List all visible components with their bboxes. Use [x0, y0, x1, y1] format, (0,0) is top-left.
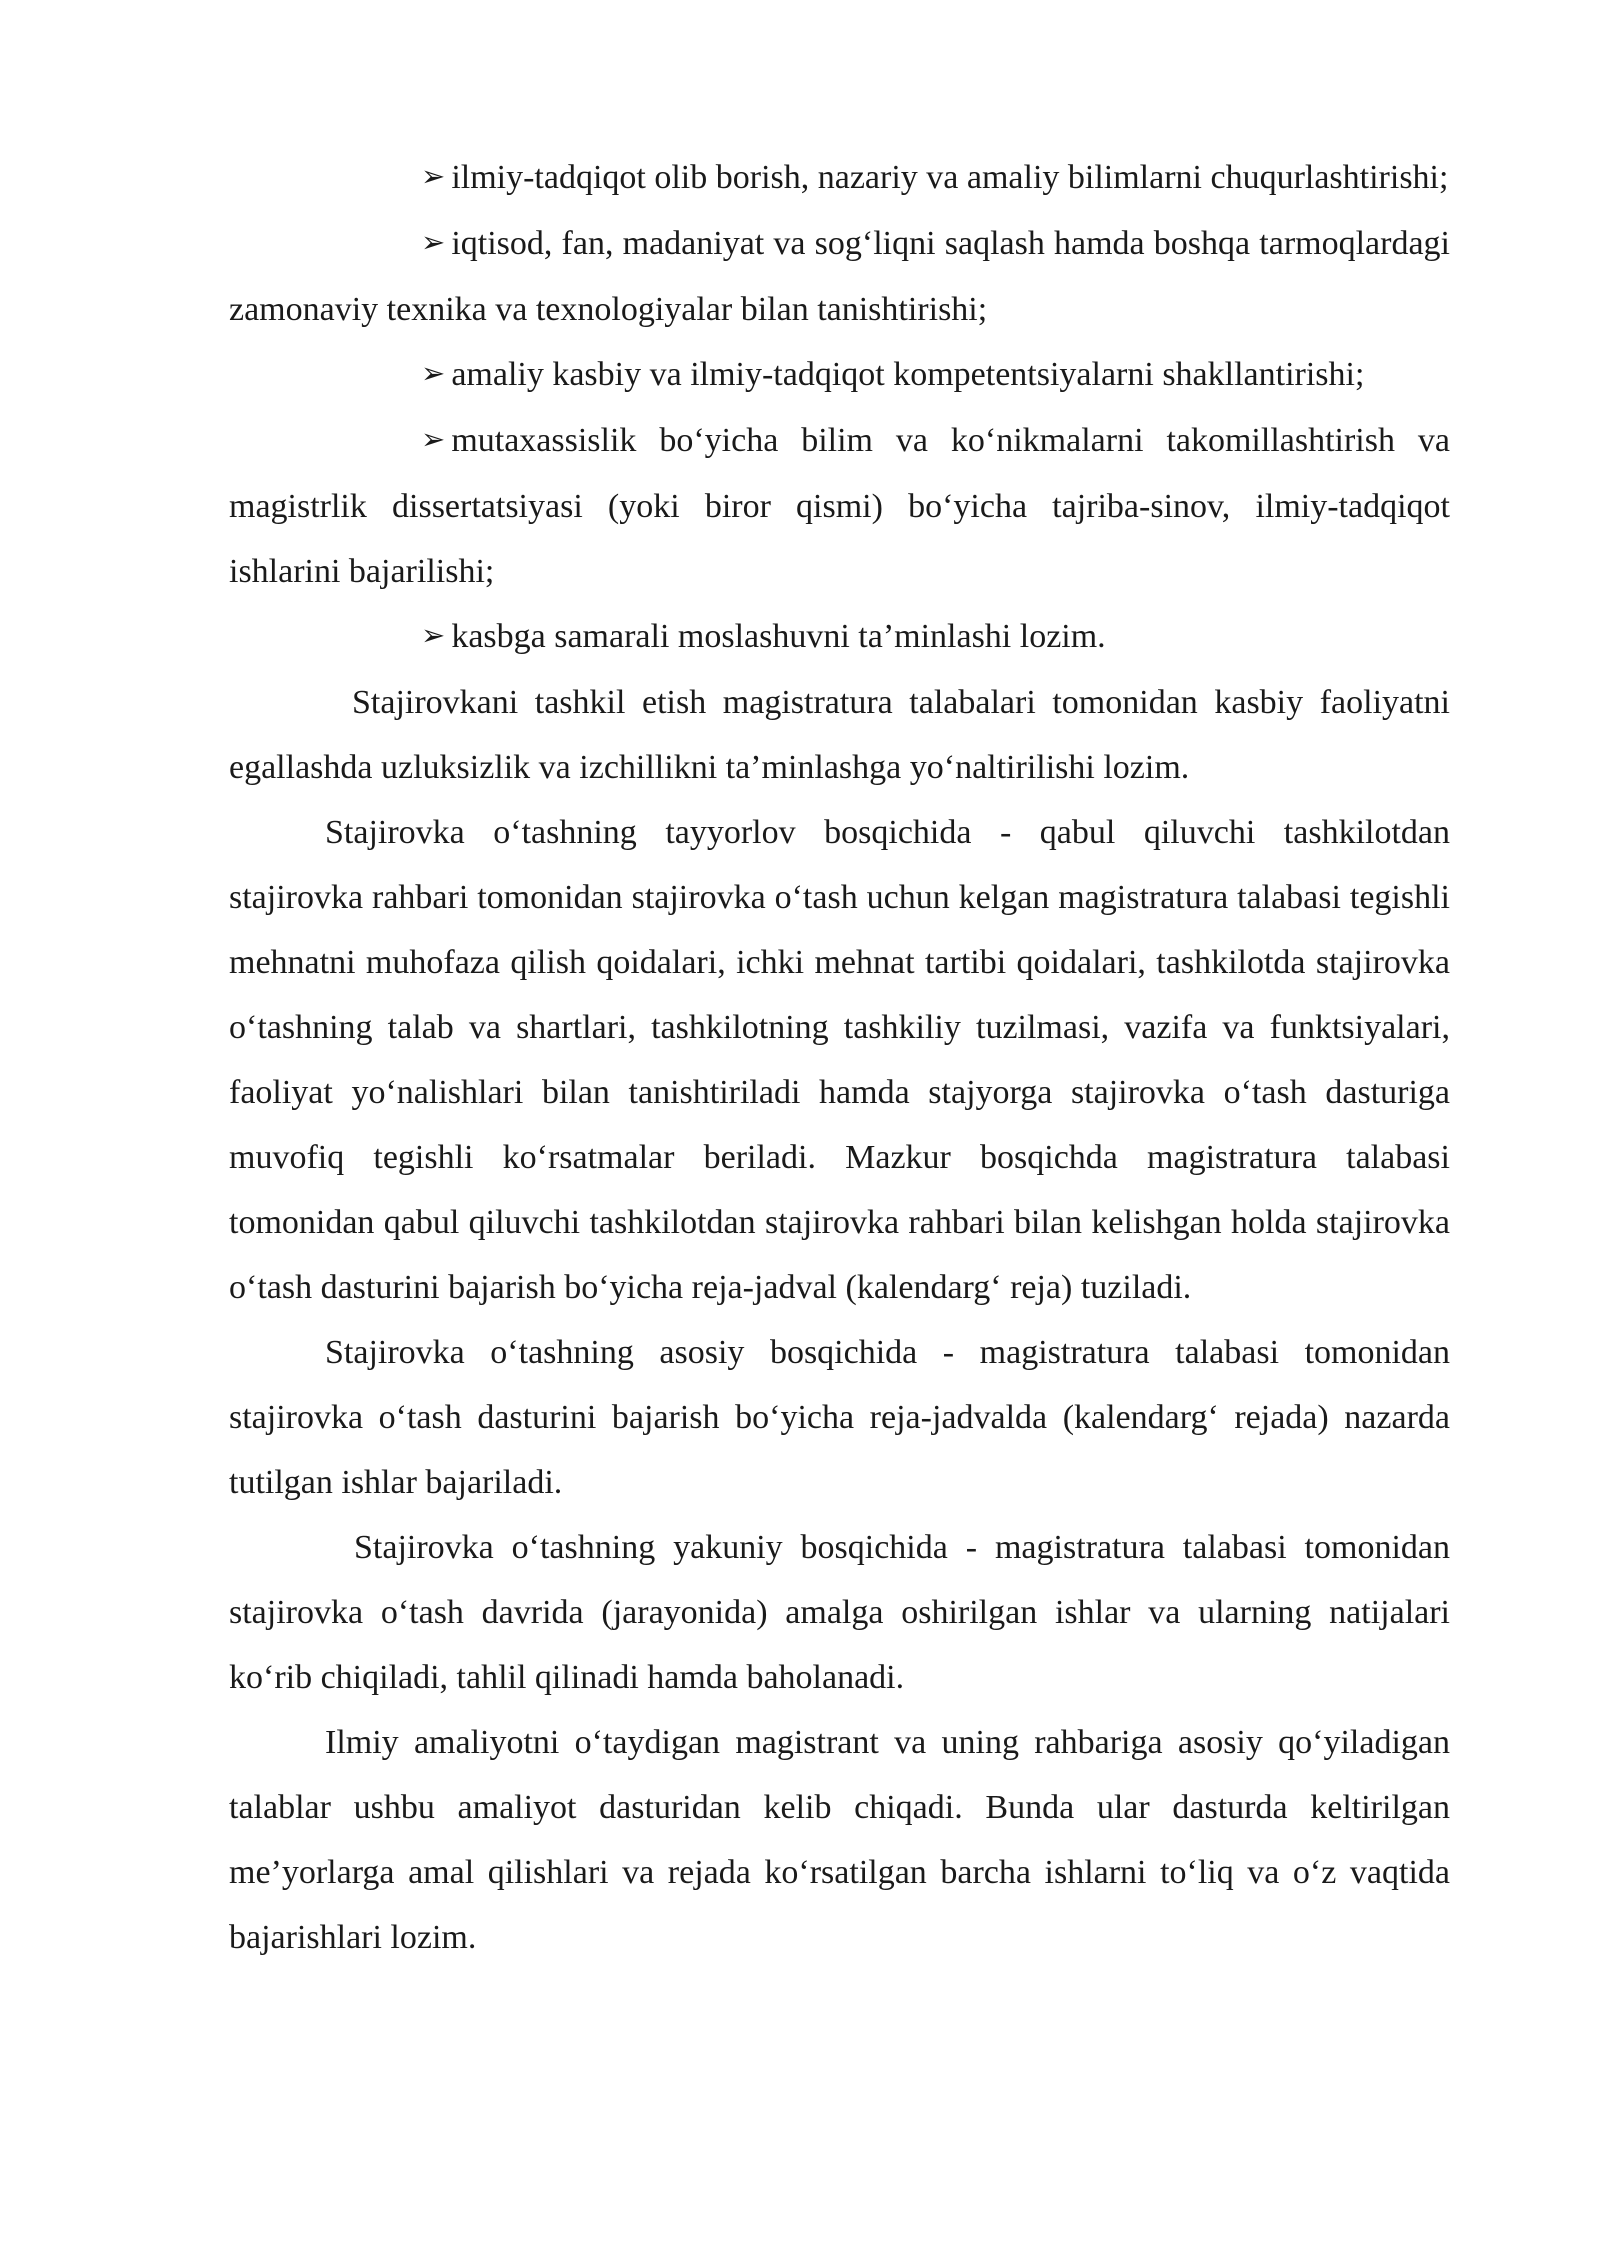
body-paragraph: Stajirovkani tashkil etish magistratura talabalari tomonidan kasbiy faoliyatni egallashda uzluksizlik va izchillikni ta’minlashga yo‘naltirilishi lozim. [229, 684, 1450, 786]
bullet-item [229, 408, 1450, 604]
body-paragraph: Stajirovka o‘tashning yakuniy bosqichida - magistratura talabasi tomonidan stajirovka o‘tash davrida (jarayonida) amalga oshirilgan ishlar va ularning natijalari ko‘rib chiqiladi, tahlil qilinadi hamda baholanadi. [229, 1529, 1450, 1696]
bullet-text: kasbga samarali moslashuvni ta’minlashi lozim. [451, 618, 1106, 655]
bullet-text: mutaxassislik bo‘yicha bilim va ko‘nikmalarni takomillashtirish va magistrlik dissertatsiyasi (yoki biror qismi) bo‘yicha tajriba-sinov, ilmiy-tadqiqot ishlarini bajarilishi; [229, 422, 1450, 590]
arrow-bullet-icon: ➢ [421, 356, 446, 390]
body-paragraph: Ilmiy amaliyotni o‘taydigan magistrant va uning rahbariga asosiy qo‘yiladigan talablar ushbu amaliyot dasturidan kelib chiqadi. Bunda ular dasturda keltirilgan me’yorlarga amal qilishlari va rejada ko‘rsatilgan barcha ishlarni to‘liq va o‘z vaqtida bajarishlari lozim. [229, 1724, 1450, 1956]
bullet-item [229, 211, 1450, 342]
arrow-bullet-icon: ➢ [421, 618, 446, 652]
bullet-text: ilmiy-tadqiqot olib borish, nazariy va amaliy bilimlarni chuqurlashtirishi; [451, 159, 1449, 196]
bullet-item [229, 604, 1450, 670]
arrow-bullet-icon: ➢ [421, 225, 446, 259]
bullet-text: iqtisod, fan, madaniyat va sog‘liqni saqlash hamda boshqa tarmoqlardagi zamonaviy texnika va texnologiyalar bilan tanishtirishi; [229, 225, 1450, 328]
body-paragraph: Stajirovka o‘tashning tayyorlov bosqichida - qabul qiluvchi tashkilotdan stajirovka rahbari tomonidan stajirovka o‘tash uchun kelgan magistratura talabasi tegishli mehnatni muhofaza qilish qoidalari, ichki mehnat tartibi qoidalari, tashkilotda stajirovka o‘tashning talab va shartlari, tashkilotning tashkiliy tuzilmasi, vazifa va funktsiyalari, faoliyat yo‘nalishlari bilan tanishtiriladi hamda stajyorga stajirovka o‘tash dasturiga muvofiq tegishli ko‘rsatmalar beriladi. Mazkur bosqichda magistratura talabasi tomonidan qabul qiluvchi tashkilotdan stajirovka rahbari bilan kelishgan holda stajirovka o‘tash dasturini bajarish bo‘yicha reja-jadval (kalendarg‘ reja) tuziladi. [229, 814, 1450, 1306]
arrow-bullet-icon: ➢ [421, 159, 446, 193]
bullet-item [229, 145, 1450, 211]
document-page [229, 145, 1450, 1970]
bullet-text: amaliy kasbiy va ilmiy-tadqiqot kompetentsiyalarni shakllantirishi; [451, 356, 1365, 393]
bullet-item [229, 342, 1450, 408]
body-paragraph: Stajirovka o‘tashning asosiy bosqichida - magistratura talabasi tomonidan stajirovka o‘tash dasturini bajarish bo‘yicha reja-jadvalda (kalendarg‘ rejada) nazarda tutilgan ishlar bajariladi. [229, 1334, 1450, 1501]
arrow-bullet-icon: ➢ [421, 422, 446, 456]
